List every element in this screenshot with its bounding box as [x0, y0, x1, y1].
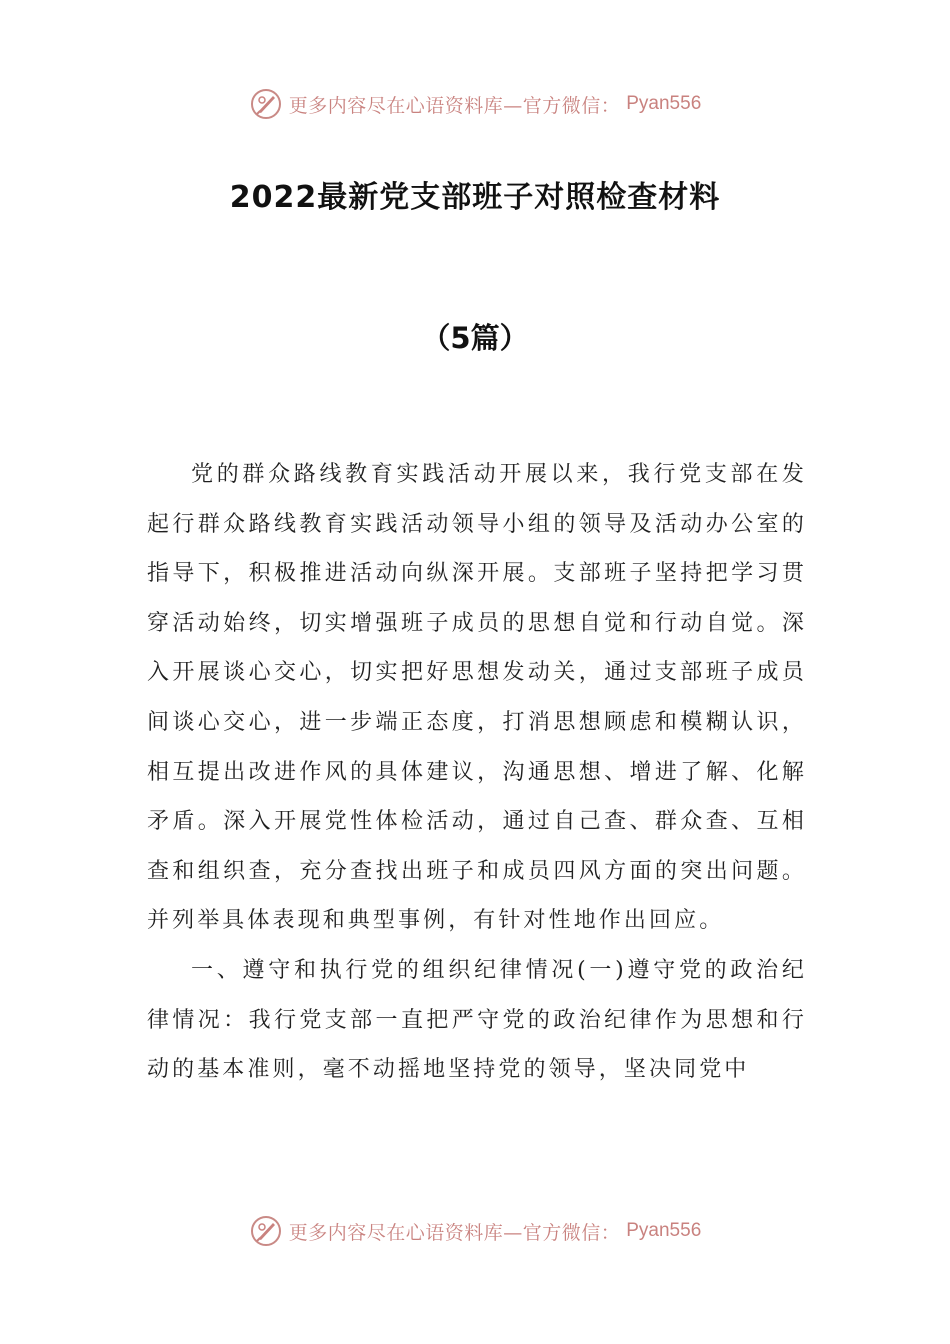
watermark-wechat-id: Pyan556 [626, 93, 702, 114]
header-watermark [0, 84, 950, 124]
body-paragraph: 党的群众路线教育实践活动开展以来，我行党支部在发起行群众路线教育实践活动领导小组的领导及活动办公室的指导下，积极推进活动向纵深开展。支部班子坚持把学习贯穿活动始终，切实增强班子成员的思想自觉和行动自觉。深入开展谈心交心，切实把好思想发动关，通过支部班子成员间谈心交心，进一步端正态度，打消思想顾虑和模糊认识，相互提出改进作风的具体建议，沟通思想、增进了解、化解矛盾。深入开展党性体检活动，通过自己查、群众查、互相查和组织查，充分查找出班子和成员四风方面的突出问题。并列举具体表现和典型事例，有针对性地作出回应。 [147, 462, 807, 934]
quill-seal-icon [249, 87, 283, 121]
watermark-wechat-id: Pyan556 [626, 1220, 702, 1241]
document-title: 2022最新党支部班子对照检查材料 [229, 180, 721, 215]
footer-watermark [0, 1211, 950, 1251]
document-body [147, 450, 807, 1095]
body-paragraph: 一、遵守和执行党的组织纪律情况(一)遵守党的政治纪律情况：我行党支部一直把严守党的政治纪律作为思想和行动的基本准则，毫不动摇地坚持党的领导，坚决同党中 [147, 957, 807, 1083]
quill-seal-icon [249, 1214, 283, 1248]
watermark-text: 更多内容尽在心语资料库—官方微信： [288, 94, 621, 117]
watermark-text: 更多内容尽在心语资料库—官方微信： [288, 1221, 621, 1244]
document-subtitle: （5篇） [421, 321, 529, 355]
